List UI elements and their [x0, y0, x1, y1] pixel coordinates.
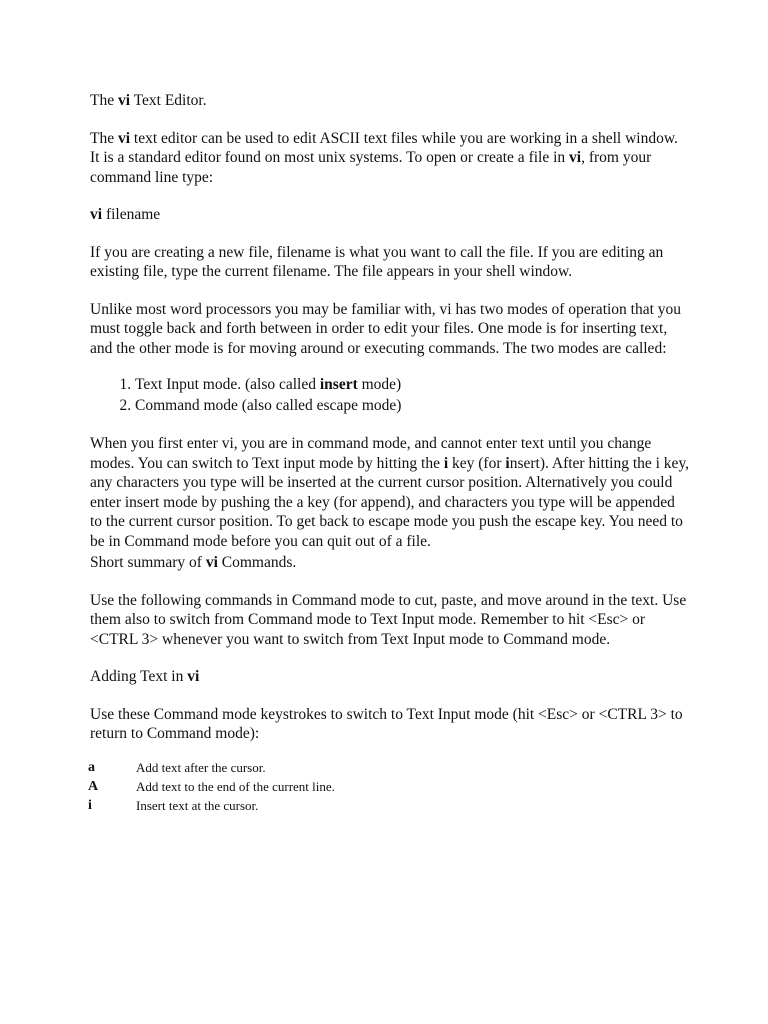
key-cell: a: [88, 759, 95, 775]
when-paragraph: When you first enter vi, you are in command mode, and cannot enter text until you change modes. You can switch to Text input mode by hitting the i key (for insert). After hitting the i key, any characters you type will be inserted at the current cursor position. Alternatively you could enter insert mode by pushing the a key (for append), and characters you type will be appended to the current cursor position. To get back to escape mode you push the escape key. You need to be in Command mode before you can quit out of a file.: [90, 435, 690, 550]
list-item: 2. Command mode (also called escape mode): [135, 395, 690, 416]
keystrokes-paragraph: Use these Command mode keystrokes to switch to Text Input mode (hit <Esc> or <CTRL 3> to return to Command mode):: [90, 705, 683, 742]
keystroke-table: [88, 758, 335, 815]
table-row: [88, 758, 335, 777]
intro-paragraph: The vi text editor can be used to edit ASCII text files while you are working in a shell window. It is a standard editor found on most unix systems. To open or create a file in vi, from your command line type:: [90, 129, 678, 186]
document-title: The vi Text Editor.: [90, 92, 207, 109]
key-cell: A: [88, 778, 99, 794]
new-file-paragraph: If you are creating a new file, filename is what you want to call the file. If you are editing an existing file, type the current filename. The file appears in your shell window.: [90, 243, 664, 280]
summary-heading: Short summary of vi Commands.: [90, 554, 297, 571]
table-row: [88, 796, 335, 815]
modes-list: [90, 374, 690, 416]
command-example: vi filename: [90, 206, 161, 223]
modes-paragraph: Unlike most word processors you may be familiar with, vi has two modes of operation that you must toggle back and forth between in order to edit your files. One mode is for inserting text, and the other mode is for moving around or executing commands. The two modes are called:: [90, 300, 682, 357]
table-row: [88, 777, 335, 796]
adding-text-heading: Adding Text in vi: [90, 668, 200, 685]
description-cell: Add text to the end of the current line.: [136, 778, 335, 794]
description-cell: Insert text at the cursor.: [136, 797, 259, 813]
key-cell: i: [88, 797, 92, 813]
list-item: 1. Text Input mode. (also called insert mode): [135, 374, 690, 395]
description-cell: Add text after the cursor.: [136, 759, 266, 775]
document-page: [90, 91, 690, 815]
use-paragraph: Use the following commands in Command mode to cut, paste, and move around in the text. Use them also to switch from Command mode to Text Input mode. Remember to hit <Esc> or <CTRL 3> whenever you want to switch from Text Input mode to Command mode.: [90, 591, 687, 648]
